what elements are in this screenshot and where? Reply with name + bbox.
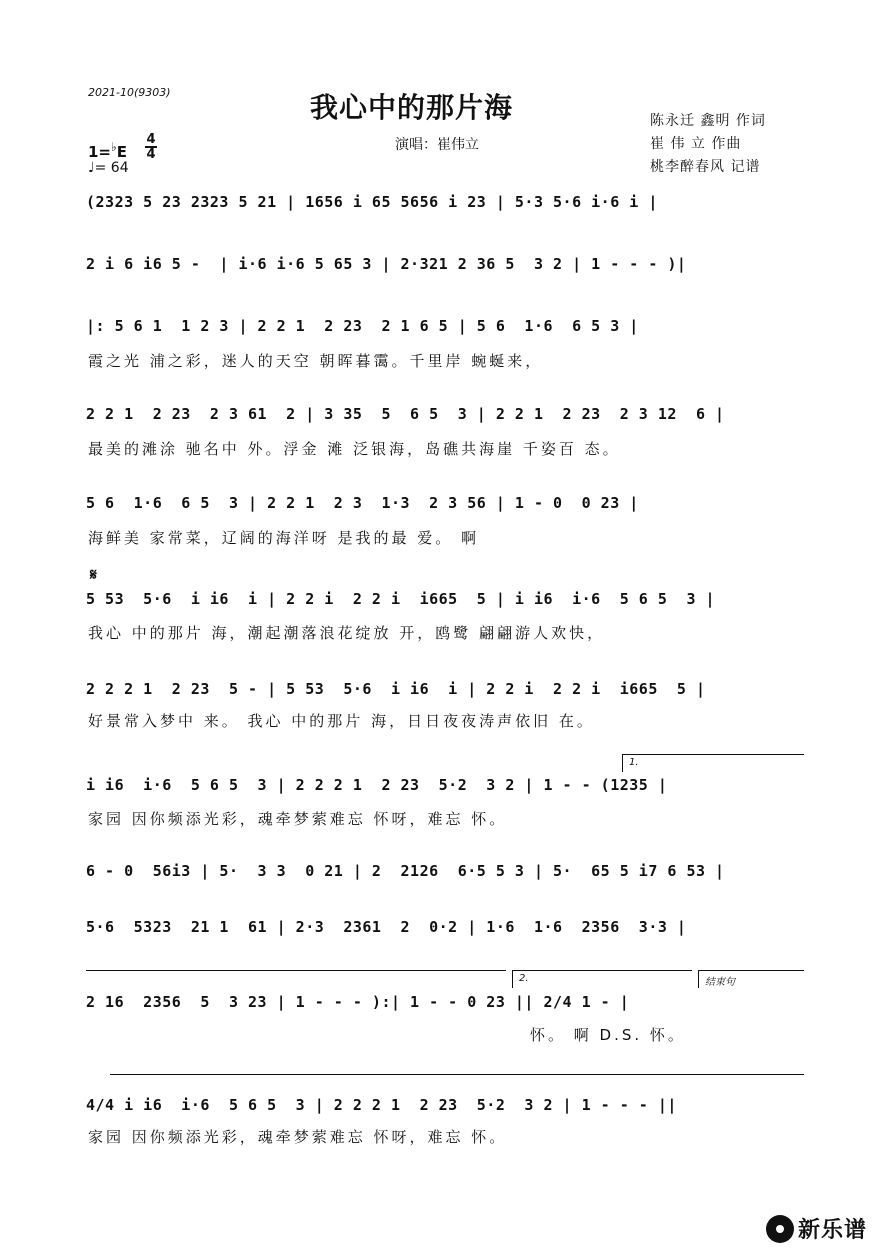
volta-second-ending: 2. bbox=[512, 970, 692, 988]
transcriber-credit: 桃李醉春风 记谱 bbox=[650, 159, 761, 175]
notation-line: 2 16 2356 5 3 23 | 1 - - - ):| 1 - - 0 23 || 2/4 1 - | bbox=[86, 993, 630, 1011]
score-row-11 bbox=[86, 993, 806, 1019]
time-signature bbox=[145, 133, 157, 161]
score-row-6 bbox=[86, 590, 806, 616]
notation-line: 2 2 2 1 2 23 5 - | 5 53 5·6 i i6 i | 2 2 i 2 2 i i665 5 | bbox=[86, 680, 706, 698]
lyric-line-4: 最美的滩涂 驰名中 外。浮金 滩 泛银海，岛礁共海崖 千姿百 态。 bbox=[88, 440, 621, 458]
lyric-line-11: 怀。 啊 D.S. 怀。 bbox=[530, 1026, 686, 1044]
segno-sign: 𝄋 bbox=[90, 565, 97, 584]
score-row-10 bbox=[86, 918, 806, 944]
meter-top: 4 bbox=[146, 132, 156, 147]
score-row-5 bbox=[86, 494, 806, 520]
coda-ending-label: 结束句 bbox=[698, 970, 804, 988]
slur-line bbox=[110, 1074, 804, 1075]
volta-first-ending: 1. bbox=[622, 754, 804, 772]
volta-first-continuation bbox=[86, 970, 506, 971]
notation-line: 5·6 5323 21 1 61 | 2·3 2361 2 0·2 | 1·6 1·6 2356 3·3 | bbox=[86, 918, 687, 936]
score-row-12 bbox=[86, 1096, 806, 1122]
score-row-3 bbox=[86, 317, 806, 343]
score-row-1 bbox=[86, 193, 806, 219]
notation-line: 5 53 5·6 i i6 i | 2 2 i 2 2 i i665 5 | i i6 i·6 5 6 5 3 | bbox=[86, 590, 716, 608]
lyric-line-5: 海鲜美 家常菜，辽阔的海洋呀 是我的最 爱。 啊 bbox=[88, 529, 480, 547]
singer-credit: 演唱：崔伟立 bbox=[395, 137, 479, 153]
notation-line: i i6 i·6 5 6 5 3 | 2 2 2 1 2 23 5·2 3 2 | 1 - - (1235 | bbox=[86, 776, 668, 794]
flat-sign: ♭ bbox=[111, 140, 117, 154]
key-prefix: 1= bbox=[88, 143, 112, 161]
meter-bottom: 4 bbox=[146, 147, 156, 162]
notation-line: 6 - 0 56i3 | 5· 3 3 0 21 | 2 2126 6·5 5 3 | 5· 65 5 i7 6 53 | bbox=[86, 862, 725, 880]
score-row-2 bbox=[86, 255, 806, 281]
lyric-line-8: 家园 因你频添光彩，魂牵梦萦难忘 怀呀，难忘 怀。 bbox=[88, 810, 508, 828]
notation-line: 2 2 1 2 23 2 3 61 2 | 3 35 5 6 5 3 | 2 2 1 2 23 2 3 12 6 | bbox=[86, 405, 725, 423]
key-note: E bbox=[116, 143, 127, 161]
record-disc-icon bbox=[766, 1215, 794, 1243]
lyric-line-12: 家园 因你频添光彩，魂牵梦萦难忘 怀呀，难忘 怀。 bbox=[88, 1128, 508, 1146]
tempo-marking: ♩= 64 bbox=[88, 160, 129, 176]
lyricist-credit: 陈永迁 鑫明 作词 bbox=[650, 113, 766, 129]
notation-line: 4/4 i i6 i·6 5 6 5 3 | 2 2 2 1 2 23 5·2 3 2 | 1 - - - || bbox=[86, 1096, 677, 1114]
notation-line: 2 i 6 i6 5 - | i·6 i·6 5 65 3 | 2·321 2 36 5 3 2 | 1 - - - )| bbox=[86, 255, 687, 273]
lyric-line-6: 我心 中的那片 海，潮起潮落浪花绽放 开，鸥鹭 翩翩游人欢快， bbox=[88, 624, 606, 642]
notation-line: 5 6 1·6 6 5 3 | 2 2 1 2 3 1·3 2 3 56 | 1 - 0 0 23 | bbox=[86, 494, 639, 512]
logo-text: 新乐谱 bbox=[798, 1218, 868, 1243]
score-row-9 bbox=[86, 862, 806, 888]
song-title: 我心中的那片海 bbox=[310, 91, 514, 124]
credits-block bbox=[650, 110, 766, 179]
composer-credit: 崔 伟 立 作曲 bbox=[650, 136, 742, 152]
notation-line: (2323 5 23 2323 5 21 | 1656 i 65 5656 i 23 | 5·3 5·6 i·6 i | bbox=[86, 193, 658, 211]
score-row-7 bbox=[86, 680, 806, 706]
key-signature bbox=[88, 140, 127, 161]
site-logo bbox=[766, 1213, 867, 1244]
lyric-line-3: 霞之光 浦之彩，迷人的天空 朝晖暮霭。千里岸 蜿蜒来， bbox=[88, 352, 544, 370]
notation-line: |: 5 6 1 1 2 3 | 2 2 1 2 23 2 1 6 5 | 5 6 1·6 6 5 3 | bbox=[86, 317, 639, 335]
lyric-line-7: 好景常入梦中 来。 我心 中的那片 海，日日夜夜涛声依旧 在。 bbox=[88, 712, 595, 730]
score-row-4 bbox=[86, 405, 806, 431]
header-date: 2021-10(9303) bbox=[88, 86, 171, 99]
score-row-8 bbox=[86, 776, 806, 802]
